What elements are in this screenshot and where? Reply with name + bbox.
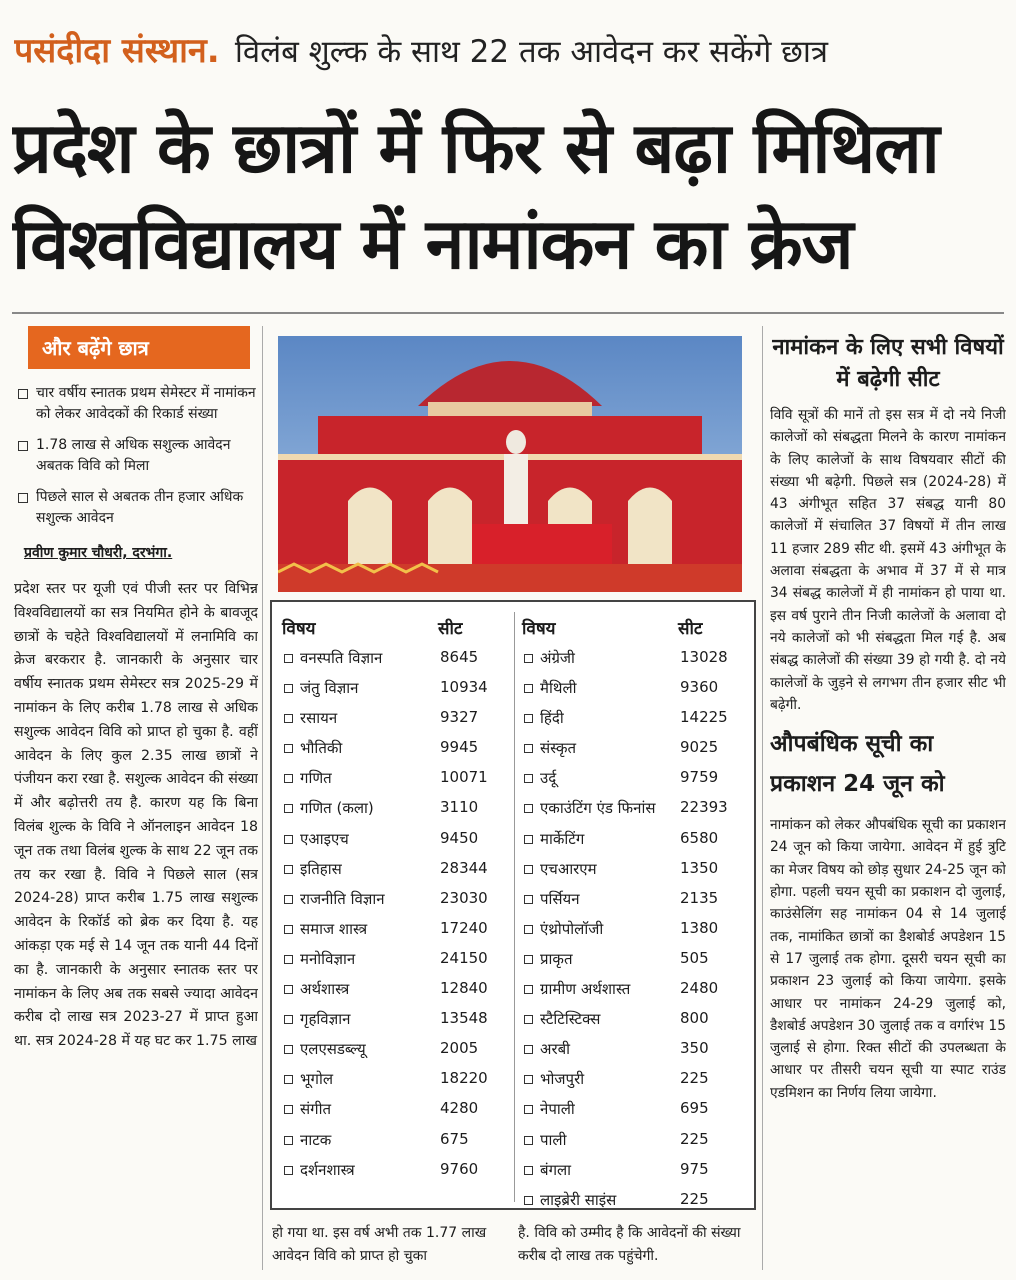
table-row <box>518 706 758 736</box>
checkbox-icon <box>284 1166 293 1175</box>
table-row <box>518 977 758 1007</box>
highlight-item: 1.78 लाख से अधिक सशुल्क आवेदन अबतक विवि को मिला <box>14 435 258 477</box>
subject-cell: एचआरएम <box>540 859 597 878</box>
table-row <box>278 1097 518 1127</box>
subject-cell: उर्दू <box>540 769 557 788</box>
checkbox-icon <box>284 985 293 994</box>
checkbox-icon <box>524 835 533 844</box>
table-header <box>518 616 758 646</box>
table-row <box>518 1158 758 1188</box>
checkbox-icon <box>284 1015 293 1024</box>
right-column <box>770 332 1006 1272</box>
seats-cell: 350 <box>680 1039 709 1058</box>
headline-line-2: विश्वविद्यालय में नामांकन का क्रेज <box>12 203 853 285</box>
checkbox-icon <box>524 925 533 934</box>
subject-cell: रसायन <box>300 709 338 728</box>
seats-cell: 675 <box>440 1129 469 1148</box>
subject-cell: गणित (कला) <box>300 799 374 818</box>
subject-cell: भोजपुरी <box>540 1070 585 1089</box>
section-body: नामांकन को लेकर औपबंधिक सूची का प्रकाशन 24 जून को किया जायेगा. आवेदन में हुई त्रुटि का मेजर विषय को छोड़ सुधार 24-25 जून को होगा. पहली चयन सूची का प्रकाशन दो जुलाई, काउंसेलिंग सह नामांकन 04 से 14 जुलाई तक, नामांकित छात्रों का डैशबोर्ड अपडेशन 15 से 17 जुलाई तक होगा. दूसरी चयन सूची का प्रकाशन 23 जुलाई को किया जायेगा. इसके आधार पर नामांकन 24-29 जुलाई को, डैशबोर्ड अपडेशन 30 जुलाई तक व वर्गारंभ 15 जुलाई से होगा. रिक्त सीटों की उपलब्धता के आधार पर तीसरी चयन सूची या स्पाट राउंड एडमिशन का निर्णय लिया जायेगा. <box>770 817 1006 1101</box>
checkbox-icon <box>524 774 533 783</box>
subject-cell: गणित <box>300 769 332 788</box>
seats-cell: 2005 <box>440 1039 479 1058</box>
subject-cell: संगीत <box>300 1100 332 1119</box>
checkbox-icon <box>524 684 533 693</box>
column-divider <box>762 326 763 1270</box>
seats-cell: 2480 <box>680 979 719 998</box>
seats-cell: 9760 <box>440 1159 479 1178</box>
table-row <box>518 827 758 857</box>
subject-cell: स्टैटिस्टिक्स <box>540 1010 601 1029</box>
table-row <box>278 977 518 1007</box>
checkbox-icon <box>284 714 293 723</box>
seats-cell: 3110 <box>440 798 479 817</box>
table-row <box>278 736 518 766</box>
subject-cell: वनस्पति विज्ञान <box>300 649 383 667</box>
checkbox-icon <box>284 865 293 874</box>
article-continuation: है. विवि को उम्मीद है कि आवेदनों की संख्या करीब दो लाख तक पहुंचेगी. <box>518 1225 741 1264</box>
seats-header: सीट <box>438 619 463 639</box>
subject-header: विषय <box>282 619 316 639</box>
table-header <box>278 616 518 646</box>
seats-cell: 225 <box>680 1189 709 1208</box>
table-row <box>278 646 518 676</box>
subject-cell: अर्थशास्त्र <box>300 980 350 999</box>
table-row <box>278 1158 518 1188</box>
checkbox-icon <box>524 714 533 723</box>
seats-cell: 9327 <box>440 708 479 727</box>
seats-cell: 9450 <box>440 828 479 847</box>
subject-cell: एलएसडब्ल्यू <box>300 1040 366 1059</box>
checkbox-icon <box>524 985 533 994</box>
article-body-left: प्रदेश स्तर पर यूजी एवं पीजी स्तर पर विभिन्न विश्वविद्यालयों का सत्र नियमित होने के बावजूद छात्रों के चहेते विश्वविद्यालयों में लनामिवि का क्रेज बरकरार है. जानकारी के अनुसार चार वर्षीय स्नातक प्रथम सेमेस्टर सत्र 2025-29 में नामांकन के लिए करीब 1.78 लाख से अधिक सशुल्क आवेदन विवि को प्राप्त हो चुका है. वहीं आवेदन के लिए कुल 2.35 लाख छात्रों ने पंजीयन करा रखा है. सशुल्क आवेदन की संख्या में और बढ़ोत्तरी तय है. कारण यह कि बिना विलंब शुल्क के विवि ने ऑनलाइन आवेदन 18 जून तक तथा विलंब शुल्क के साथ 22 जून तक तय कर रखा है. विवि ने पिछले साल (सत्र 2024-28) प्राप्त करीब 1.75 लाख सशुल्क आवेदन के रिकॉर्ड को ब्रेक कर दिया है. यह आंकड़ा एक मई से 14 जून तक यानी 44 दिनों का है. जानकारी के अनुसार स्नातक स्तर पर नामांकन के लिए अब तक सबसे ज्यादा आवेदन करीब दो लाख सत्र 2023-27 में प्राप्त हुआ था. सत्र 2024-28 में यह घट कर 1.75 लाख <box>14 581 258 1050</box>
seats-cell: 695 <box>680 1099 709 1118</box>
table-row <box>278 947 518 977</box>
seats-cell: 10934 <box>440 678 488 697</box>
seats-cell: 28344 <box>440 858 488 877</box>
subject-cell: समाज शास्त्र <box>300 919 368 938</box>
subject-header: विषय <box>522 619 556 639</box>
university-building-photo <box>278 336 742 592</box>
section-heading: औपबंधिक सूची का प्रकाशन 24 जून को <box>770 731 945 798</box>
section-body: विवि सूत्रों की मानें तो इस सत्र में दो नये निजी कालेजों को संबद्धता मिलने के कारण नामांकन के लिए कालेजों के साथ विषयवार सीटों की संख्या भी बढ़ेगी. पिछले सत्र (2024-28) में 43 अंगीभूत सहित 37 संबद्ध यानी 80 कालेजों में संचालित 37 विषयों में तीन लाख 11 हजार 289 सीट थी. इसमें 43 अंगीभूत के अलावा संबद्धता के अभाव में 37 में से मात्र 34 संबद्ध कालेजों में ही नामांकन हो पाया था. इस वर्ष पुराने तीन निजी कालेजों के अलावा दो नये कालेजों को भी संबद्धता मिल गई है. अब संबद्ध कालेजों की संख्या 39 हो गयी है. दो नये कालेजों के जुड़ने से लगभग तीन हजार सीट भी बढ़ेगी. <box>770 407 1006 713</box>
checkbox-icon <box>284 955 293 964</box>
checkbox-icon <box>524 1015 533 1024</box>
seats-cell: 9025 <box>680 738 719 757</box>
seats-cell: 1380 <box>680 918 719 937</box>
table-body-right <box>518 646 758 1218</box>
article-continuation: हो गया था. इस वर्ष अभी तक 1.77 लाख आवेदन विवि को प्राप्त हो चुका <box>272 1225 487 1264</box>
checkbox-icon <box>284 804 293 813</box>
subject-cell: हिंदी <box>540 709 564 728</box>
subject-cell: इतिहास <box>300 859 342 878</box>
seats-cell: 8645 <box>440 648 479 666</box>
table-row <box>518 1037 758 1067</box>
subject-cell: एआइएच <box>300 829 349 848</box>
seats-cell: 18220 <box>440 1069 488 1088</box>
table-row <box>278 706 518 736</box>
checkbox-icon <box>284 1075 293 1084</box>
kicker-separator: . <box>206 31 220 71</box>
table-row <box>518 887 758 917</box>
table-row <box>278 917 518 947</box>
subject-cell: मैथिली <box>540 679 577 698</box>
highlight-badge: और बढ़ेंगे छात्र <box>28 326 250 369</box>
table-row <box>278 796 518 826</box>
seats-cell: 12840 <box>440 979 488 998</box>
subject-cell: नाटक <box>300 1130 332 1149</box>
subject-cell: नेपाली <box>540 1100 575 1119</box>
checkbox-icon <box>284 895 293 904</box>
subject-cell: बंगला <box>540 1160 572 1179</box>
checkbox-icon <box>524 804 533 813</box>
subject-cell: अरबी <box>540 1040 571 1059</box>
subject-cell: संस्कृत <box>540 739 577 758</box>
checkbox-icon <box>284 744 293 753</box>
checkbox-icon <box>284 774 293 783</box>
checkbox-icon <box>524 654 533 663</box>
seats-cell: 14225 <box>680 708 728 727</box>
checkbox-icon <box>524 895 533 904</box>
table-row <box>278 857 518 887</box>
table-row <box>278 676 518 706</box>
headline-divider <box>12 312 1004 314</box>
table-row <box>518 1097 758 1127</box>
seats-header: सीट <box>678 619 703 639</box>
seats-cell: 2135 <box>680 888 719 907</box>
subhead: विलंब शुल्क के साथ 22 तक आवेदन कर सकेंगे छात्र <box>234 34 829 70</box>
highlight-list <box>14 383 258 529</box>
seats-cell: 975 <box>680 1159 709 1178</box>
table-row <box>518 1188 758 1218</box>
checkbox-icon <box>524 865 533 874</box>
seats-cell: 4280 <box>440 1099 479 1118</box>
checkbox-icon <box>284 1045 293 1054</box>
left-column <box>14 326 258 1266</box>
kicker: पसंदीदा संस्थान <box>14 31 207 71</box>
highlight-item: पिछले साल से अबतक तीन हजार अधिक सशुल्क आवेदन <box>14 487 258 529</box>
table-row <box>518 796 758 826</box>
checkbox-icon <box>524 744 533 753</box>
seat-table <box>270 600 756 1210</box>
building-illustration <box>278 336 742 592</box>
table-body-left <box>278 646 518 1188</box>
seats-cell: 13548 <box>440 1009 488 1028</box>
subject-cell: अंग्रेजी <box>540 649 575 667</box>
subject-cell: प्राकृत <box>540 949 573 968</box>
subject-cell: राजनीति विज्ञान <box>300 889 385 908</box>
seat-table-left <box>278 616 518 1188</box>
seats-cell: 6580 <box>680 828 719 847</box>
seats-cell: 24150 <box>440 948 488 967</box>
column-divider <box>262 326 263 1270</box>
subject-cell: पर्सियन <box>540 889 580 908</box>
subject-cell: ग्रामीण अर्थशास्त <box>540 980 631 999</box>
table-row <box>518 736 758 766</box>
table-row <box>278 1128 518 1158</box>
table-row <box>278 1037 518 1067</box>
checkbox-icon <box>524 1075 533 1084</box>
subject-cell: जंतु विज्ञान <box>300 679 359 698</box>
seats-cell: 225 <box>680 1069 709 1088</box>
byline: प्रवीण कुमार चौधरी, दरभंगा. <box>24 545 173 561</box>
checkbox-icon <box>284 925 293 934</box>
subject-cell: पाली <box>540 1130 567 1149</box>
seats-cell: 17240 <box>440 918 488 937</box>
table-row <box>518 676 758 706</box>
table-row <box>518 1007 758 1037</box>
headline-line-1: प्रदेश के छात्रों में फिर से बढ़ा मिथिला <box>12 107 939 189</box>
table-row <box>518 857 758 887</box>
table-row <box>518 1067 758 1097</box>
table-row <box>518 947 758 977</box>
checkbox-icon <box>284 1136 293 1145</box>
checkbox-icon <box>284 654 293 663</box>
seats-cell: 10071 <box>440 768 488 787</box>
subject-cell: दर्शनशास्त्र <box>300 1160 355 1179</box>
seats-cell: 9945 <box>440 738 479 757</box>
table-row <box>278 766 518 796</box>
seats-cell: 9360 <box>680 678 719 697</box>
seats-cell: 9759 <box>680 768 719 787</box>
seats-cell: 505 <box>680 948 709 967</box>
table-row <box>278 887 518 917</box>
checkbox-icon <box>284 835 293 844</box>
table-row <box>278 827 518 857</box>
checkbox-icon <box>524 955 533 964</box>
checkbox-icon <box>524 1045 533 1054</box>
checkbox-icon <box>284 1105 293 1114</box>
seats-cell: 800 <box>680 1009 709 1028</box>
subject-cell: मार्केटिंग <box>540 829 585 848</box>
subject-cell: मनोविज्ञान <box>300 949 356 968</box>
table-row <box>518 1128 758 1158</box>
checkbox-icon <box>524 1105 533 1114</box>
table-row <box>278 1007 518 1037</box>
subject-cell: लाइब्रेरी साइंस <box>540 1190 617 1209</box>
seat-table-right <box>518 616 758 1218</box>
checkbox-icon <box>524 1166 533 1175</box>
section-heading: नामांकन के लिए सभी विषयों में बढ़ेगी सीट <box>772 335 1004 392</box>
table-row <box>278 1067 518 1097</box>
table-row <box>518 766 758 796</box>
subject-cell: भौतिकी <box>300 739 343 758</box>
seats-cell: 13028 <box>680 648 728 666</box>
table-row <box>518 917 758 947</box>
checkbox-icon <box>524 1196 533 1205</box>
checkbox-icon <box>284 684 293 693</box>
table-row <box>518 646 758 676</box>
seats-cell: 225 <box>680 1129 709 1148</box>
subject-cell: एंथ्रोपोलॉजी <box>540 919 604 938</box>
seats-cell: 22393 <box>680 798 728 817</box>
highlight-item: चार वर्षीय स्नातक प्रथम सेमेस्टर में नामांकन को लेकर आवेदकों की रिकार्ड संख्या <box>14 383 258 425</box>
subject-cell: गृहविज्ञान <box>300 1010 351 1029</box>
subject-cell: एकाउंटिंग एंड फिनांस <box>540 799 656 818</box>
seats-cell: 23030 <box>440 888 488 907</box>
kicker-line <box>14 26 1004 84</box>
subject-cell: भूगोल <box>300 1070 334 1089</box>
seats-cell: 1350 <box>680 858 719 877</box>
checkbox-icon <box>524 1136 533 1145</box>
